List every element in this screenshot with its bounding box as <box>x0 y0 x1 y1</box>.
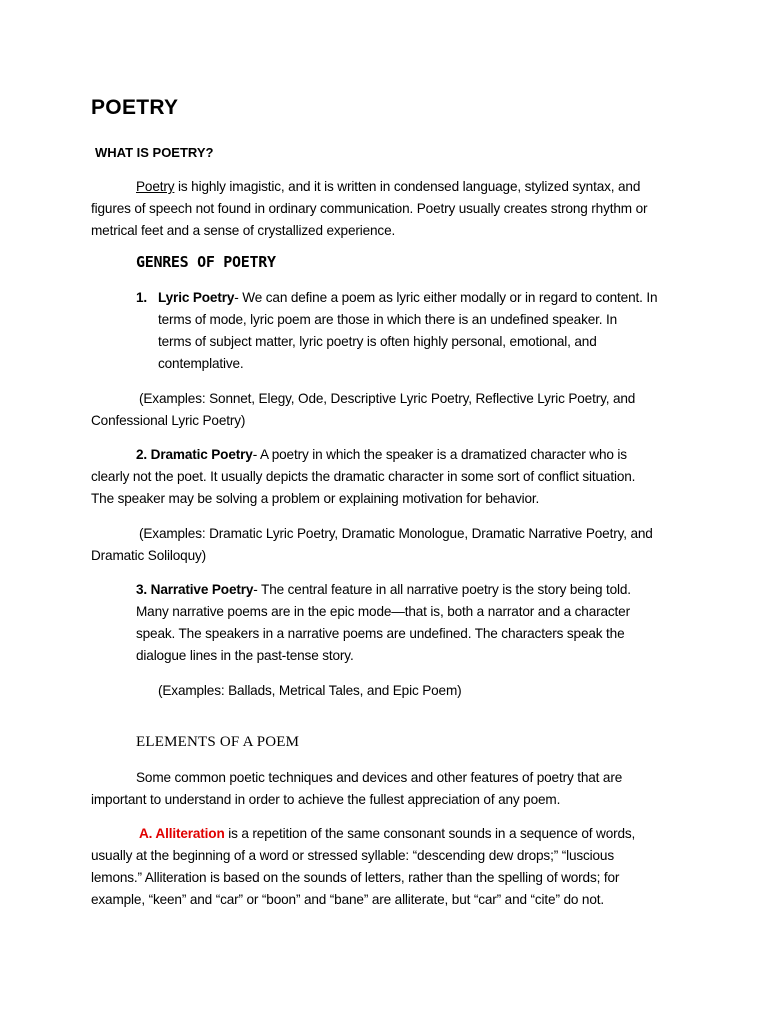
dramatic-term: 2. Dramatic Poetry <box>136 447 253 462</box>
intro-line-2: figures of speech not found in ordinary communication. Poetry usually creates strong rhythm or <box>91 201 648 216</box>
elements-intro-line-2: important to understand in order to achieve the fullest appreciation of any poem. <box>91 792 561 807</box>
section-question: WHAT IS POETRY? <box>95 145 214 160</box>
narrative-term: 3. Narrative Poetry <box>136 582 254 597</box>
lyric-term: Lyric Poetry <box>158 290 235 305</box>
poetry-term: Poetry <box>136 179 175 194</box>
dramatic-line-2: clearly not the poet. It usually depicts the dramatic character in some sort of conflict situation. <box>91 469 636 484</box>
alliteration-line-1: A. Alliteration is a repetition of the same consonant sounds in a sequence of words, <box>139 826 636 841</box>
genres-heading: GENRES OF POETRY <box>136 253 276 271</box>
lyric-examples-2: Confessional Lyric Poetry) <box>91 413 246 428</box>
lyric-examples-1: (Examples: Sonnet, Elegy, Ode, Descriptive Lyric Poetry, Reflective Lyric Poetry, and <box>139 391 636 406</box>
lyric-line-4: contemplative. <box>158 356 244 371</box>
narrative-line-2: Many narrative poems are in the epic mode—that is, both a narrator and a character <box>136 604 630 619</box>
lyric-line-3: terms of subject matter, lyric poetry is often highly personal, emotional, and <box>158 334 597 349</box>
narrative-line-1: 3. Narrative Poetry- The central feature in all narrative poetry is the story being told. <box>136 582 631 597</box>
lyric-line-2: terms of mode, lyric poem are those in which there is an undefined speaker. In <box>158 312 618 327</box>
elements-heading: ELEMENTS OF A POEM <box>136 734 300 750</box>
alliteration-line-2: usually at the beginning of a word or stressed syllable: “descending dew drops;” “luscious <box>91 848 614 863</box>
alliteration-line-3: lemons.” Alliteration is based on the sounds of letters, rather than the spelling of words; for <box>91 870 620 885</box>
dramatic-examples-2: Dramatic Soliloquy) <box>91 548 207 563</box>
dramatic-examples-1: (Examples: Dramatic Lyric Poetry, Dramatic Monologue, Dramatic Narrative Poetry, and <box>139 526 653 541</box>
alliteration-line-4: example, “keen” and “car” or “boon” and “bane” are alliterate, but “car” and “cite” do not. <box>91 892 604 907</box>
narrative-examples: (Examples: Ballads, Metrical Tales, and Epic Poem) <box>158 683 462 698</box>
elements-intro-line-1: Some common poetic techniques and devices and other features of poetry that are <box>136 770 623 785</box>
narrative-line-4: dialogue lines in the past-tense story. <box>136 648 354 663</box>
dramatic-line-3: The speaker may be solving a problem or explaining motivation for behavior. <box>91 491 540 506</box>
lyric-line-1: Lyric Poetry- We can define a poem as lyric either modally or in regard to content. In <box>158 290 658 305</box>
dramatic-line-1: 2. Dramatic Poetry- A poetry in which the speaker is a dramatized character who is <box>136 447 627 462</box>
narrative-line-3: speak. The speakers in a narrative poems are undefined. The characters speak the <box>136 626 625 641</box>
alliteration-term: A. Alliteration <box>139 826 225 841</box>
page-title: POETRY <box>91 96 179 119</box>
lyric-number: 1. <box>136 290 148 305</box>
intro-line-1: Poetry is highly imagistic, and it is written in condensed language, stylized syntax, and <box>136 179 641 194</box>
intro-line-3: metrical feet and a sense of crystallized experience. <box>91 223 396 238</box>
